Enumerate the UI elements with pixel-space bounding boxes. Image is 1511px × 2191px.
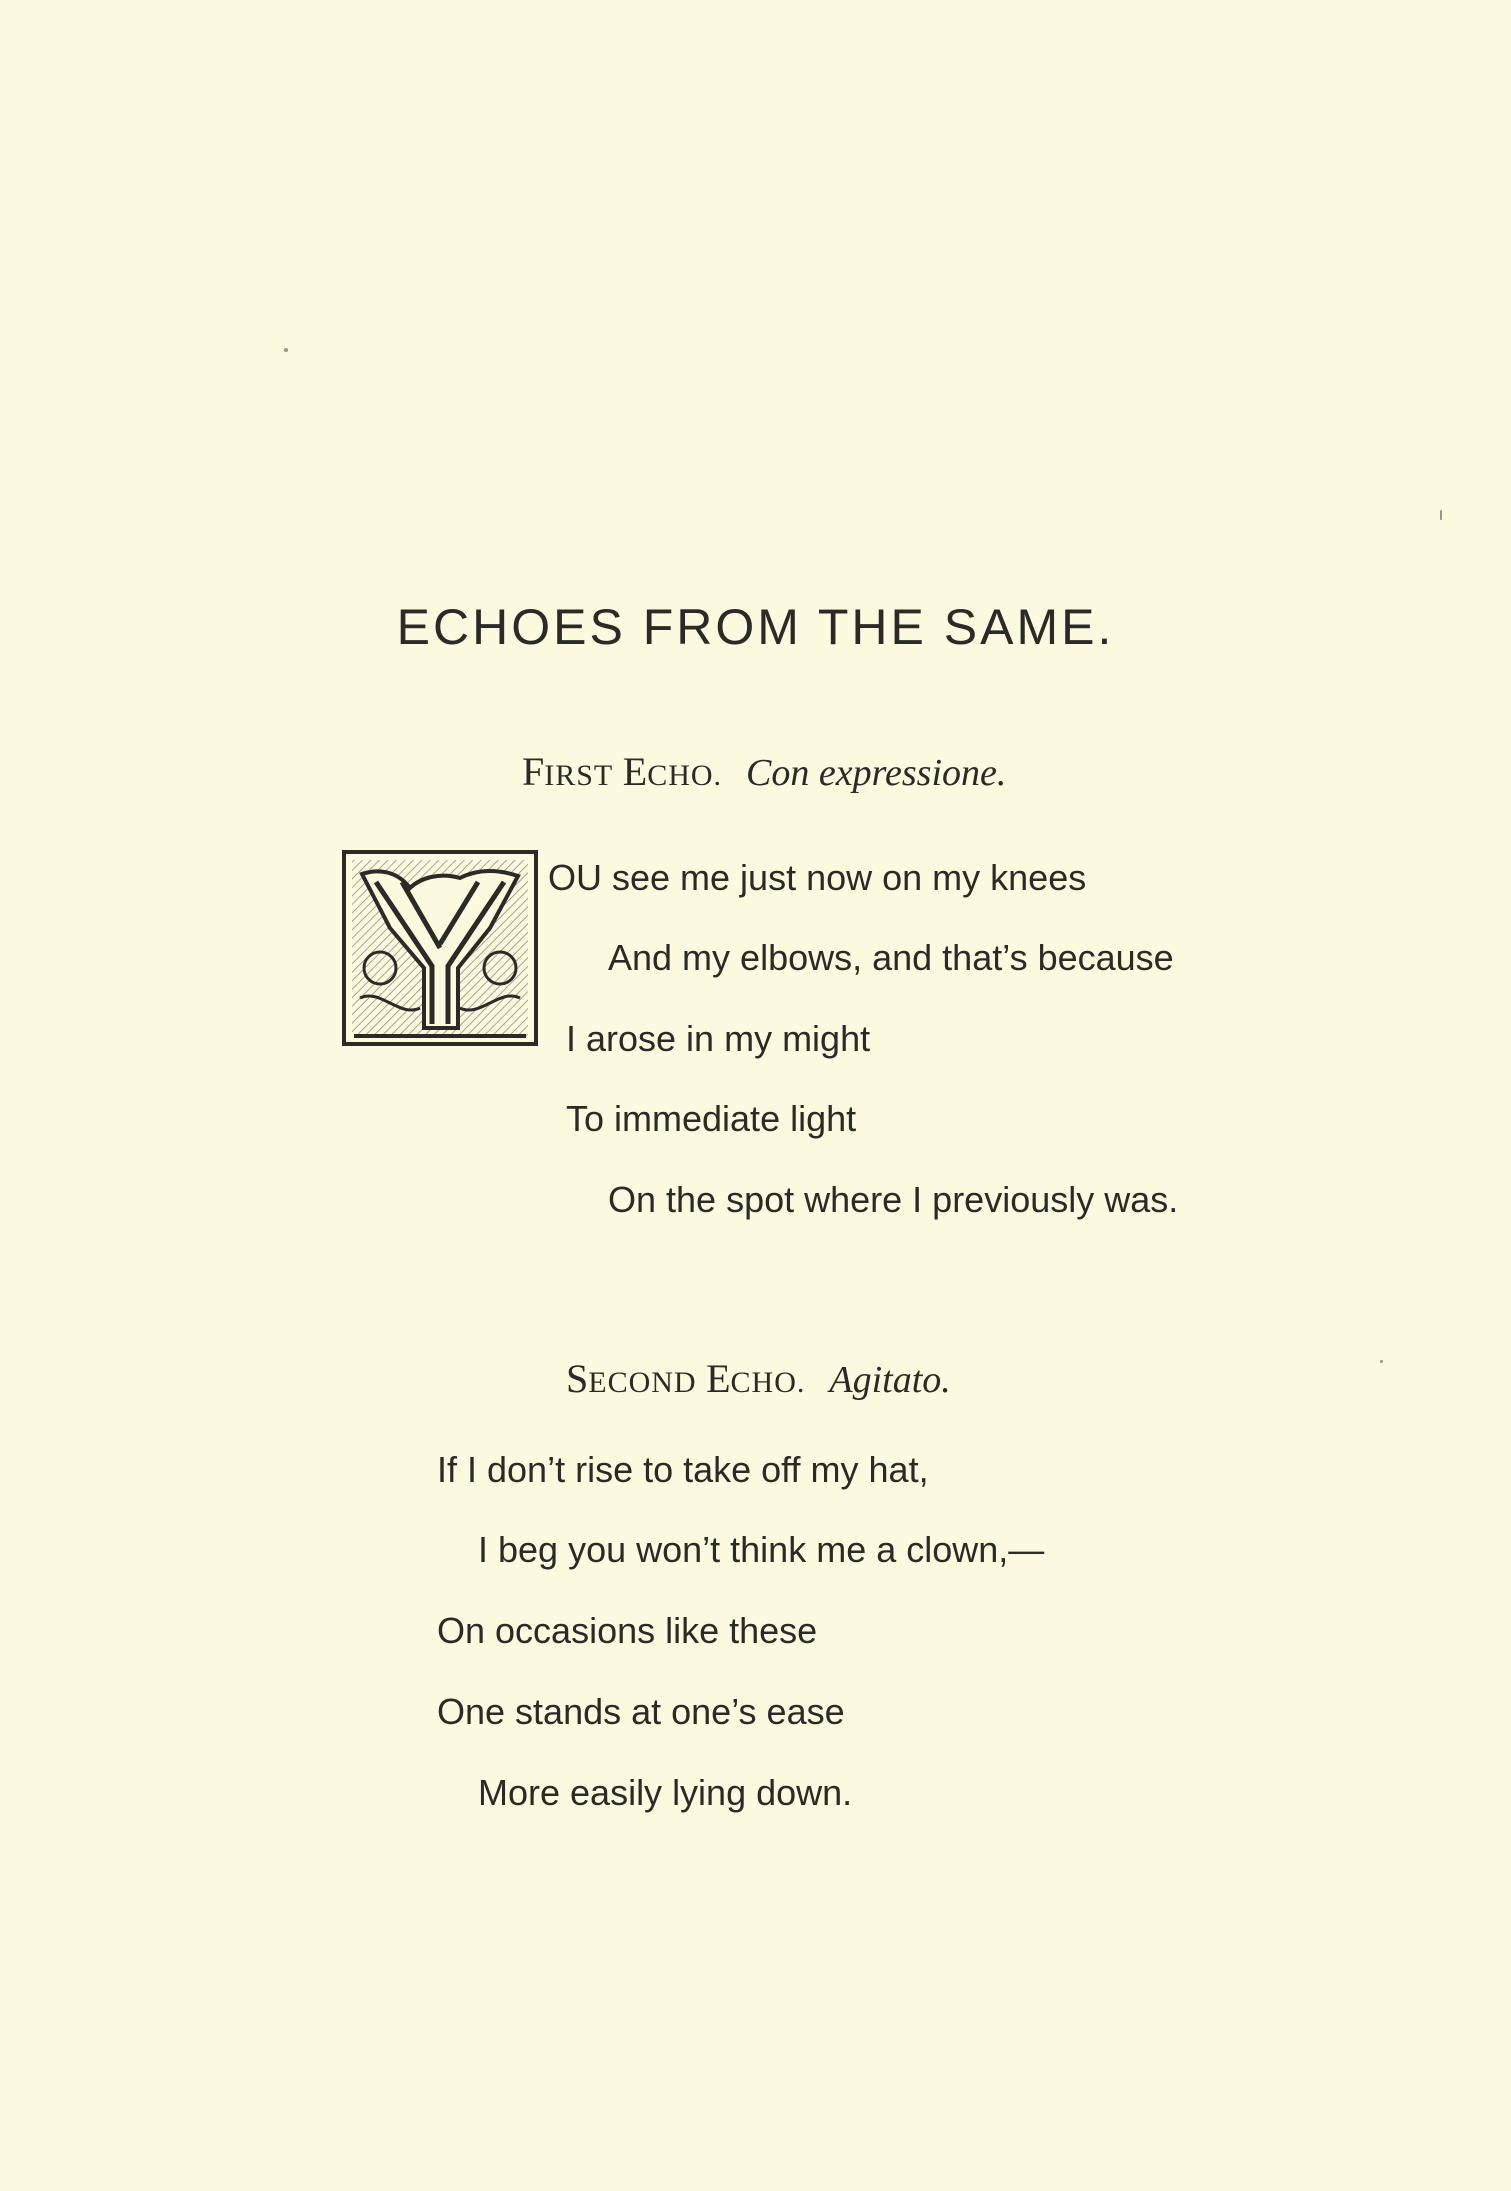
heading-word-rest: IRST [544, 759, 614, 792]
first-echo-line: And my elbows, and that’s because [608, 937, 1174, 978]
first-echo-line: OU see me just now on my knees [548, 857, 1087, 898]
first-echo-line: To immediate light [566, 1098, 857, 1139]
first-echo-line: I arose in my might [566, 1018, 871, 1059]
paper-speck [1440, 510, 1442, 520]
second-echo-line: If I don’t rise to take off my hat, [437, 1449, 929, 1490]
first-echo-tempo: Con expressione. [746, 752, 1007, 794]
page-title: ECHOES FROM THE SAME. [396, 599, 1115, 655]
second-echo-tempo: Agitato. [829, 1359, 951, 1401]
first-echo-heading [522, 749, 1007, 794]
second-echo-line: I beg you won’t think me a clown,— [478, 1529, 1045, 1570]
decorative-drop-cap-y-icon [340, 848, 540, 1048]
heading-word-rest: CHO. [730, 1366, 806, 1399]
heading-initial: E [706, 1356, 731, 1401]
heading-initial: F [522, 749, 545, 794]
heading-word-rest: CHO. [647, 759, 723, 792]
heading-word-rest: ECOND [588, 1366, 697, 1399]
paper-speck [1380, 1360, 1383, 1363]
second-echo-heading [566, 1356, 951, 1401]
heading-initial: S [566, 1356, 589, 1401]
paper-speck [284, 348, 288, 352]
second-echo-line: More easily lying down. [478, 1772, 853, 1813]
heading-initial: E [622, 749, 648, 794]
first-echo-line: On the spot where I previously was. [608, 1179, 1179, 1220]
second-echo-line: One stands at one’s ease [437, 1691, 845, 1732]
second-echo-line: On occasions like these [437, 1610, 818, 1651]
